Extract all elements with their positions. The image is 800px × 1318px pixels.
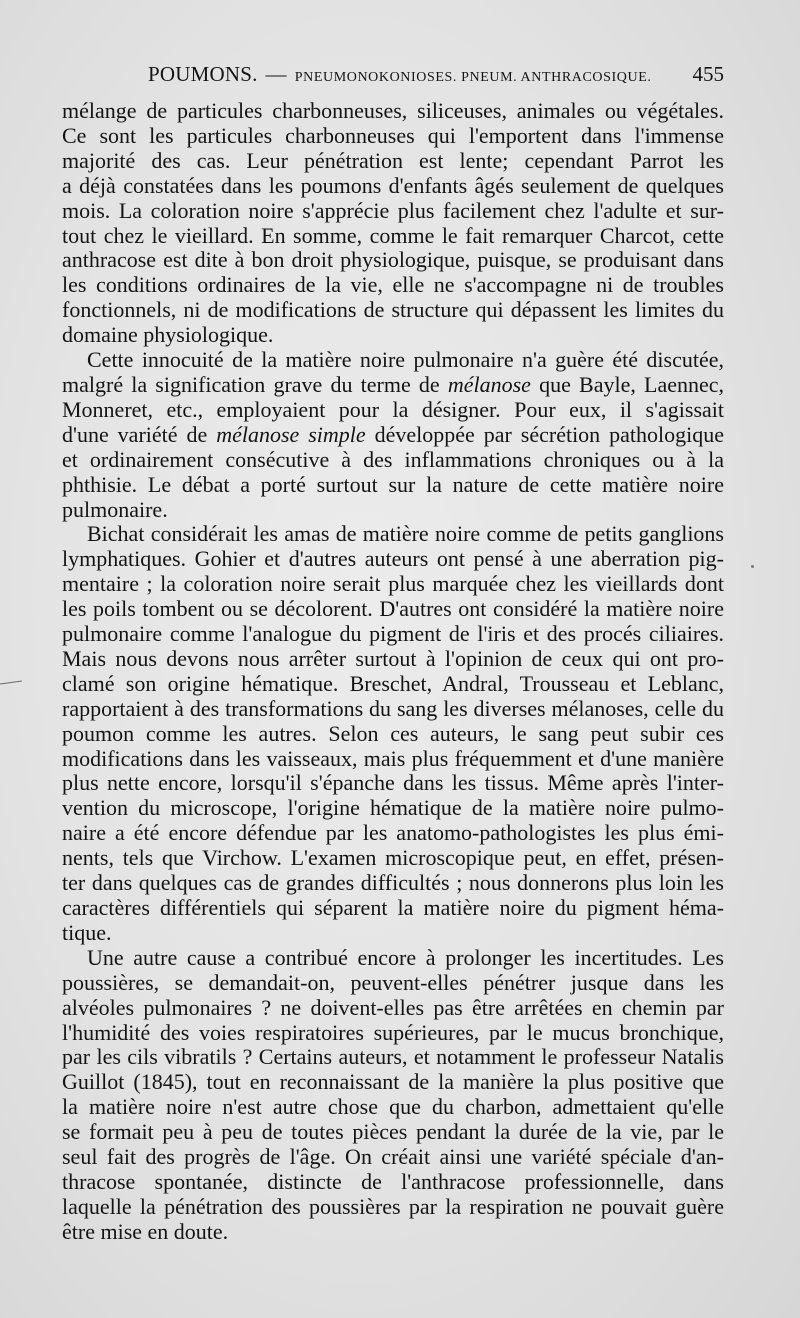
text-line: vention du microscope, l'origine hématique de la matière noire pulmo-: [62, 795, 724, 821]
text-line: ter dans quelques cas de grandes difficultés ; nous donnerons plus loin les: [62, 870, 724, 896]
text-line: a déjà constatées dans les poumons d'enfants âgés seulement de quelques: [62, 172, 724, 198]
paragraph: [62, 946, 724, 1245]
text-line: alvéoles pulmonaires ? ne doivent-elles pas être arrêtées en chemin par: [62, 994, 724, 1020]
text-line: être mise en doute.: [62, 1218, 229, 1244]
text-line: anthracose est dite à bon droit physiologique, puisque, se produisant dans: [62, 247, 724, 273]
text-line: Cette innocuité de la matière noire pulmonaire n'a guère été discutée,: [87, 347, 724, 373]
paragraph: [62, 99, 724, 348]
text-line: mentaire ; la coloration noire serait plus marquée chez les vieillards dont: [62, 571, 724, 597]
paragraph: [62, 348, 724, 522]
running-title: [148, 62, 651, 87]
running-title-sub: PNEUMONOKONIOSES. PNEUM. ANTHRACOSIQUE.: [294, 70, 652, 85]
running-title-dash: —: [265, 62, 287, 86]
running-title-main: POUMONS.: [148, 62, 258, 86]
text-line: la matière noire n'est autre chose que du charbon, admettaient qu'elle: [62, 1094, 724, 1120]
paragraph: [62, 522, 724, 945]
text-line: se formait peu à peu de toutes pièces pendant la durée de la vie, par le: [62, 1119, 724, 1145]
text-line: plus nette encore, lorsqu'il s'épanche dans les tissus. Même après l'inter-: [62, 770, 724, 796]
body-text: [62, 99, 724, 1245]
text-line: l'humidité des voies respiratoires supérieures, par le mucus bronchique,: [62, 1019, 724, 1045]
text-line: pulmonaire.: [62, 496, 168, 522]
text-line: tout chez le vieillard. En somme, comme le fait remarquer Charcot, cette: [62, 222, 724, 248]
text-line: Monneret, etc., employaient pour la désigner. Pour eux, il s'agissait: [62, 396, 724, 422]
scan-artifact-dot: [751, 565, 754, 568]
text-line: mois. La coloration noire s'apprécie plus facilement chez l'adulte et sur-: [62, 197, 724, 223]
text-line: nents, tels que Virchow. L'examen microscopique peut, en effet, présen-: [62, 845, 724, 871]
text-line: Guillot (1845), tout en reconnaissant de la manière la plus positive que: [62, 1069, 724, 1095]
scan-artifact-line: [0, 680, 22, 684]
text-line: modifications dans les vaisseaux, mais plus fréquemment et d'une manière: [62, 745, 724, 771]
text-line: majorité des cas. Leur pénétration est lente; cependant Parrot les: [62, 147, 724, 173]
text-line: et ordinairement consécutive à des inflammations chroniques ou à la: [62, 446, 724, 472]
running-header: [148, 62, 724, 90]
text-line: Bichat considérait les amas de matière noire comme de petits ganglions: [87, 521, 724, 547]
text-line: par les cils vibratils ? Certains auteurs, et notamment le professeur Natalis: [62, 1044, 724, 1070]
text-line: mélange de particules charbonneuses, siliceuses, animales ou végétales.: [62, 98, 724, 123]
text-line: phthisie. Le débat a porté surtout sur la nature de cette matière noire: [62, 471, 724, 497]
text-line: thracose spontanée, distincte de l'anthracose professionnelle, dans: [62, 1168, 724, 1194]
text-line: caractères différentiels qui séparent la matière noire du pigment héma-: [62, 895, 724, 920]
text-line: les poils tombent ou se décolorent. D'autres ont considéré la matière noire: [62, 596, 724, 622]
text-line: naire a été encore défendue par les anatomo-pathologistes les plus émi-: [62, 820, 724, 846]
text-line: laquelle la pénétration des poussières par la respiration ne pouvait guère: [62, 1193, 724, 1219]
page-number: 455: [692, 62, 724, 86]
text-line: Une autre cause a contribué encore à prolonger les incertitudes. Les: [87, 944, 724, 970]
text-line: tique.: [62, 919, 112, 945]
text-line: d'une variété de mélanose simple développée par sécrétion pathologique: [62, 421, 724, 447]
text-line: seul fait des progrès de l'âge. On créait ainsi une variété spéciale d'an-: [62, 1144, 724, 1170]
text-line: poumon comme les autres. Selon ces auteurs, le sang peut subir ces: [62, 720, 724, 746]
text-line: poussières, se demandait-on, peuvent-elles pénétrer jusque dans les: [62, 969, 724, 995]
text-line: fonctionnels, ni de modifications de structure qui dépassent les limites du: [62, 297, 724, 323]
text-line: rapportaient à des transformations du sang les diverses mélanoses, celle du: [62, 695, 724, 721]
text-line: Ce sont les particules charbonneuses qui l'emportent dans l'immense: [62, 122, 724, 148]
text-line: les conditions ordinaires de la vie, elle ne s'accompagne ni de troubles: [62, 272, 724, 298]
text-line: pulmonaire comme l'analogue du pigment de l'iris et des procés ciliaires.: [62, 621, 724, 647]
text-line: malgré la signification grave du terme de mélanose que Bayle, Laennec,: [62, 371, 725, 397]
text-line: lymphatiques. Gohier et d'autres auteurs ont pensé à une aberration pig-: [62, 546, 724, 572]
text-line: Mais nous devons nous arrêter surtout à l'opinion de ceux qui ont pro-: [62, 645, 724, 671]
text-line: clamé son origine hématique. Breschet, Andral, Trousseau et Leblanc,: [62, 670, 724, 696]
text-line: domaine physiologique.: [62, 322, 274, 348]
